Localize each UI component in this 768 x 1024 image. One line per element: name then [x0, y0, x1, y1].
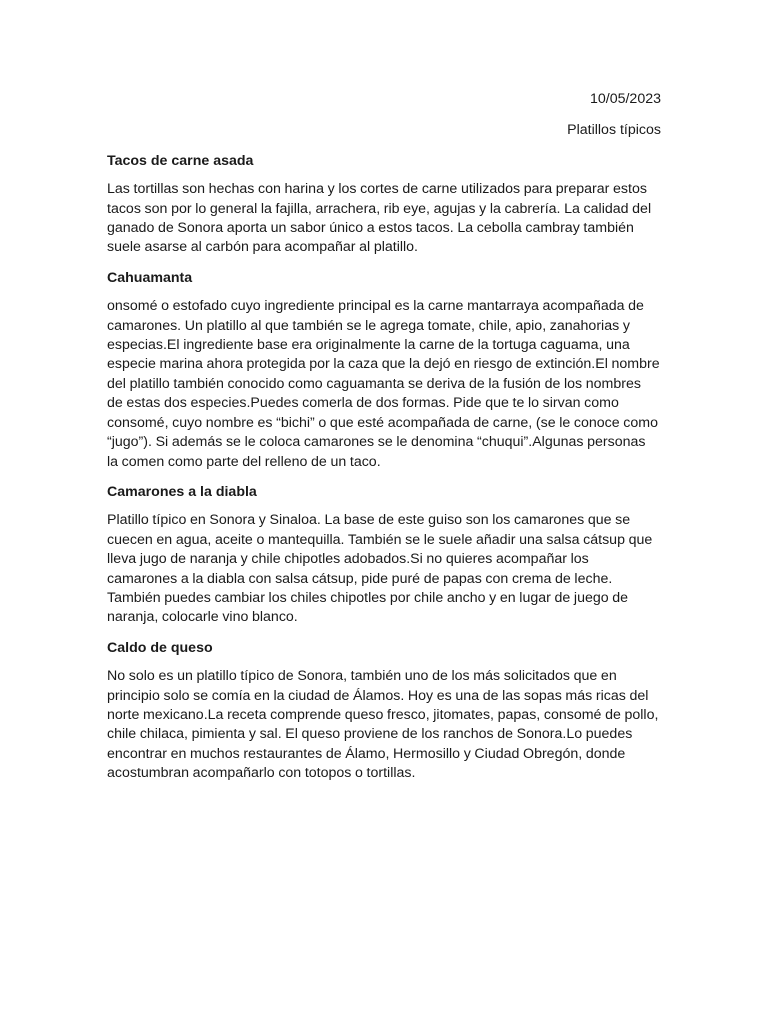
- section-tacos-carne-asada: [107, 152, 661, 258]
- section-caldo-queso: [107, 639, 661, 784]
- section-title: Caldo de queso: [107, 639, 213, 656]
- section-title: Tacos de carne asada: [107, 152, 254, 169]
- section-paragraph: Las tortillas son hechas con harina y los cortes de carne utilizados para preparar estos tacos son por lo general la fajilla, arrachera, rib eye, agujas y la cabrería. La calidad del ganado de Sonora aporta un sabor único a estos tacos. La cebolla cambray también suele asarse al carbón para acompañar al platillo.: [107, 181, 652, 256]
- section-cahuamanta: [107, 269, 661, 472]
- section-paragraph: Platillo típico en Sonora y Sinaloa. La base de este guiso son los camarones que se cuecen en agua, aceite o mantequilla. También se le suele añadir una salsa cátsup que lleva jugo de naranja y chile chipotles adobados.Si no quieres acompañar los camarones a la diabla con salsa cátsup, pide puré de papas con crema de leche. También puedes cambiar los chiles chipotles por chile ancho y en lugar de juego de naranja, colocarle vino blanco.: [107, 512, 653, 626]
- document-subject: Platillos típicos: [567, 122, 661, 139]
- section-paragraph: onsomé o estofado cuyo ingrediente principal es la carne mantarraya acompañada de camarones. Un platillo al que también se le agrega tomate, chile, apio, zanahorias y especias.El ingrediente base era originalmente la carne de la tortuga caguama, una especie marina ahora protegida por la caza que la dejó en riesgo de extinción.El nombre del platillo también conocido como caguamanta se deriva de la fusión de los nombres de estas dos especies.Puedes comerla de dos formas. Pide que te lo sirvan como consomé, cuyo nombre es “bichi” o que esté acompañada de carne, (se le conoce como “jugo”). Si además se le coloca camarones se le denomina “chuqui”.Algunas personas la comen como parte del relleno de un taco.: [107, 298, 660, 470]
- section-camarones-diabla: [107, 483, 661, 628]
- section-paragraph: No solo es un platillo típico de Sonora, también uno de los más solicitados que en principio solo se comía en la ciudad de Álamos. Hoy es una de las sopas más ricas del norte mexicano.La receta comprende queso fresco, jitomates, papas, consomé de pollo, chile chilaca, pimienta y sal. El queso proviene de los ranchos de Sonora.Lo puedes encontrar en muchos restaurantes de Álamo, Hermosillo y Ciudad Obregón, donde acostumbran acompañarlo con totopos o tortillas.: [107, 668, 659, 782]
- document-date: 10/05/2023: [589, 91, 661, 107]
- section-title: Cahuamanta: [107, 269, 193, 286]
- section-title: Camarones a la diabla: [107, 483, 257, 500]
